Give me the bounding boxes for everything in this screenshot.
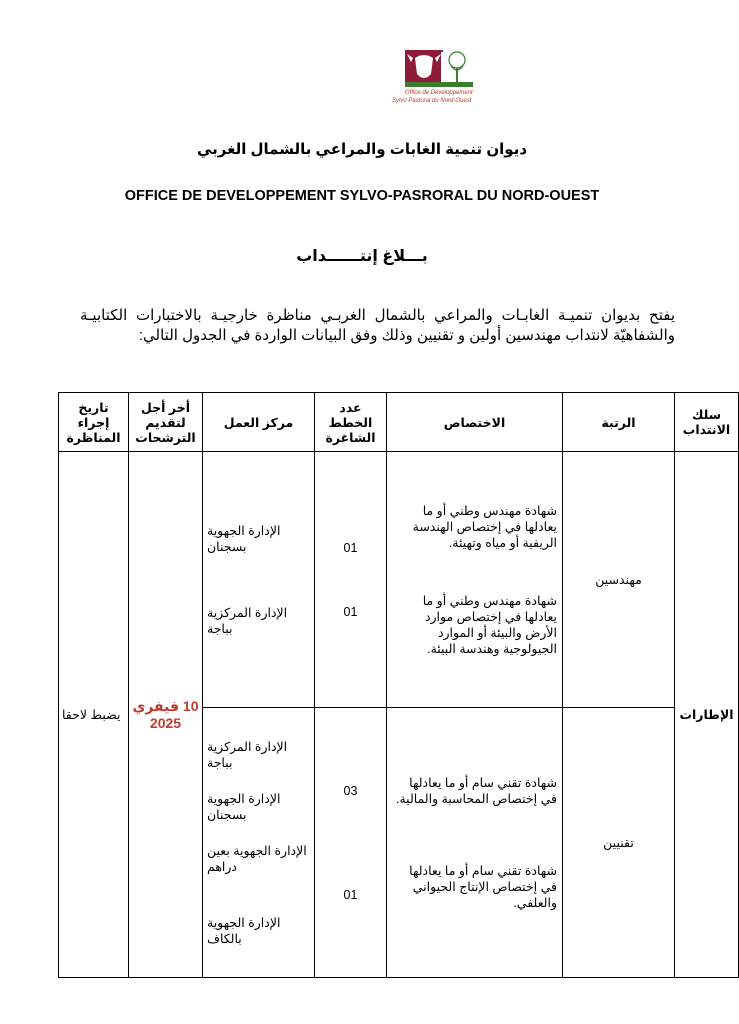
table-row-engineers	[59, 452, 739, 708]
header-specialty: الاختصاص	[387, 393, 563, 452]
cell-specialty-engineers	[387, 452, 563, 708]
positions-technician-2: 01	[343, 887, 358, 902]
positions-engineer-2: 01	[343, 604, 358, 619]
specialty-engineer-2: شهادة مهندس وطني أو ما يعادلها في إختصاص موارد الأرض والبيئة أو الموارد الجيولوجية وهندسة البيئة.	[422, 593, 557, 656]
title-arabic: ديوان تنمية الغابات والمراعي بالشمال الغربي	[196, 141, 528, 158]
header-grade: الرتبة	[563, 393, 675, 452]
cell-specialty-technicians	[387, 708, 563, 978]
cell-positions-technicians	[315, 708, 387, 978]
workplace-engineer-2: الإدارة المركزية بباجة	[207, 605, 288, 636]
workplace-engineer-1: الإدارة الجهوية بسجنان	[207, 523, 281, 554]
office-logo	[385, 44, 495, 106]
workplace-technician-4: الإدارة الجهوية بالكاف	[207, 915, 281, 946]
announcement-subject: بـــلاغ إنتــــــداب	[296, 248, 428, 265]
positions-technician-1: 03	[343, 783, 358, 798]
cell-exam-date: يضبط لاحقا	[59, 452, 129, 978]
recruitment-table	[58, 392, 739, 978]
workplace-technician-3: الإدارة الجهوية بعين دراهم	[207, 843, 307, 874]
specialty-technician-1: شهادة تقني سام أو ما يعادلها في إختصاص المحاسبة والمالية.	[396, 775, 557, 806]
table-header-row	[59, 393, 739, 452]
cell-positions-engineers	[315, 452, 387, 708]
title-french: OFFICE DE DEVELOPPEMENT SYLVO-PASRORAL DU NORD-OUEST	[124, 188, 600, 204]
header-deadline: أخر أجل لتقديم الترشحات	[129, 393, 203, 452]
cell-grade-technicians: تقنيين	[563, 708, 675, 978]
cell-workplace-engineers	[203, 452, 315, 708]
header-corps: سلك الانتداب	[675, 393, 739, 452]
header-positions: عدد الخطط الشاغرة	[315, 393, 387, 452]
workplace-technician-2: الإدارة الجهوية بسجنان	[207, 791, 281, 822]
cell-deadline: 10 فيفري 2025	[129, 452, 203, 978]
cell-workplace-technicians	[203, 708, 315, 978]
specialty-engineer-1: شهادة مهندس وطني أو ما يعادلها في إختصاص الهندسة الريفية أو مياه وتهيئة.	[412, 503, 557, 550]
workplace-technician-1: الإدارة المركزية بباجة	[207, 739, 288, 770]
intro-paragraph: يفتح بديوان تنميـة الغابـات والمراعي بالشمال الغربـي مناظرة خارجيـة بالاختبارات الكتابيـة والشفاهيّة لانتداب مهندسين أولين و تقنيين وذلك وفق البيانات الواردة في الجدول التالي:	[80, 307, 675, 344]
header-workplace: مركز العمل	[203, 393, 315, 452]
cell-grade-engineers: مهندسين	[563, 452, 675, 708]
cell-corps: الإطارات	[675, 452, 739, 978]
header-exam-date: تاريخ إجراء المناظرة	[59, 393, 129, 452]
specialty-technician-2: شهادة تقني سام أو ما يعادلها في إختصاص الإنتاج الحيواني والعلفي.	[409, 863, 557, 910]
logo-text-line1: Office de Développement	[405, 90, 473, 96]
logo-text-line2: Sylvo Pastoral du Nord-Ouest	[392, 98, 472, 104]
positions-engineer-1: 01	[343, 540, 358, 555]
